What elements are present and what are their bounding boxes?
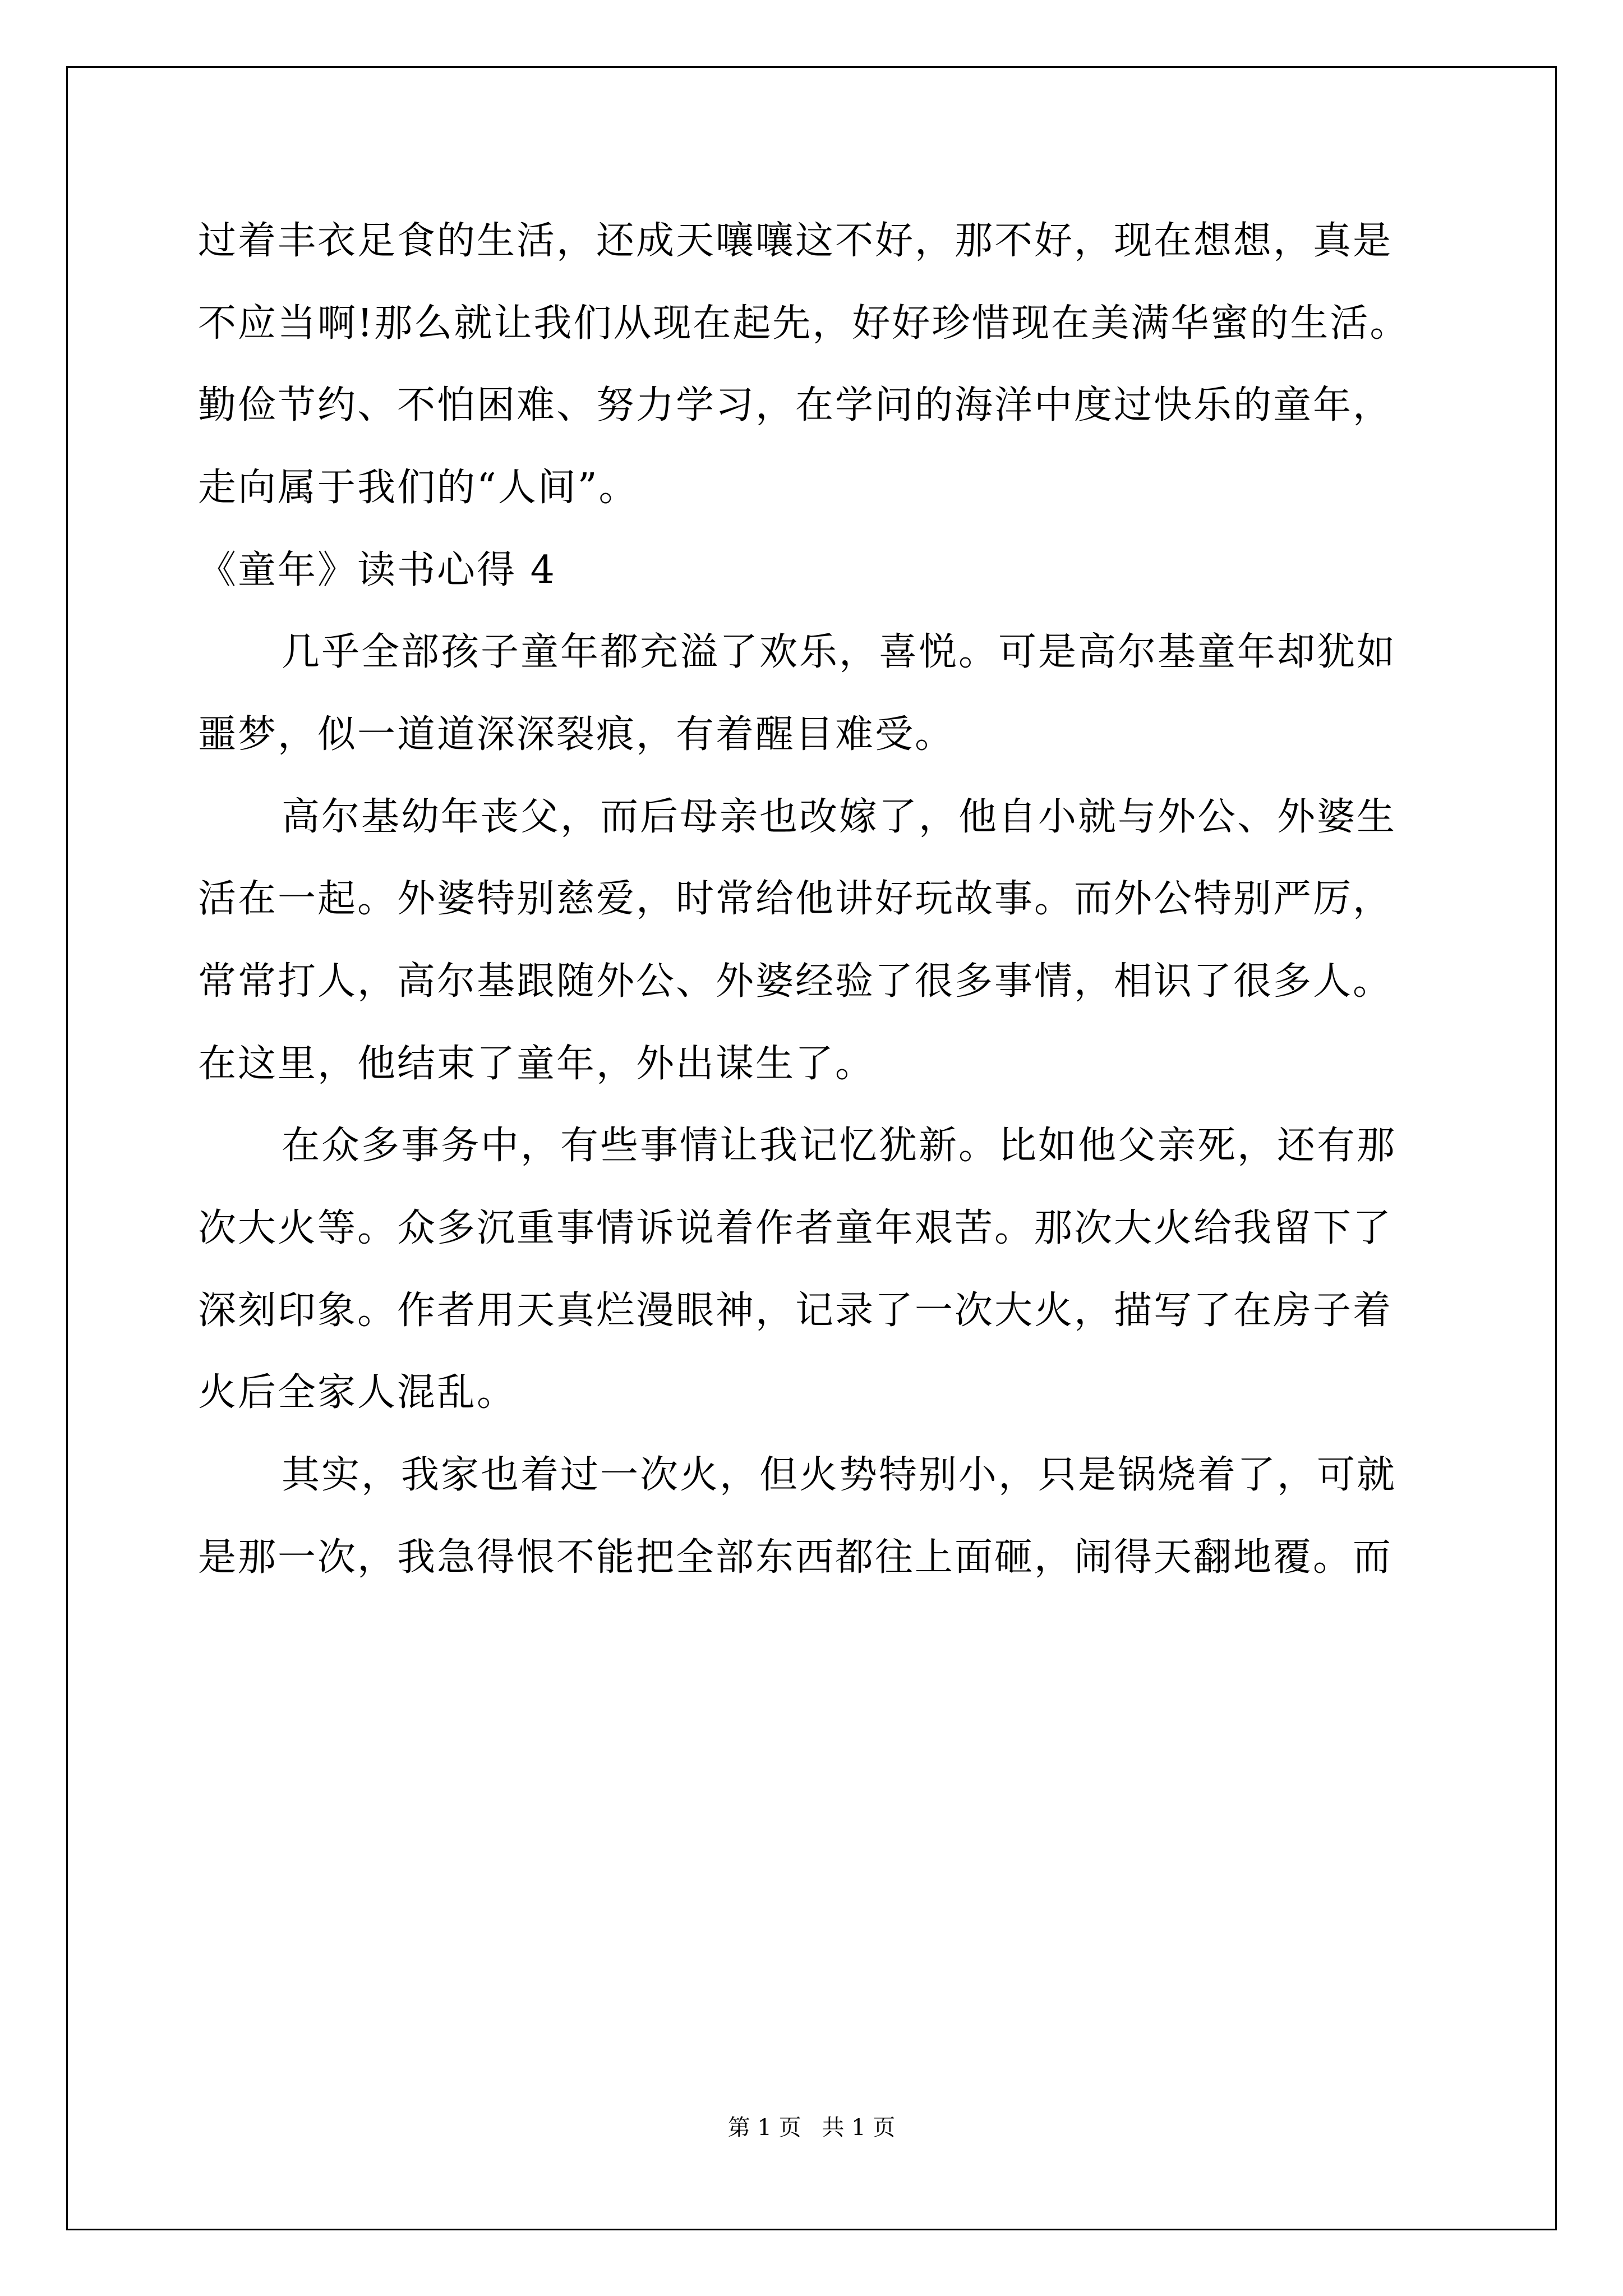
text-line: 勤俭节约、不怕困难、努力学习，在学问的海洋中度过快乐的童年，	[198, 383, 1393, 427]
text-line: 几乎全部孩子童年都充溢了欢乐，喜悦。可是高尔基童年却犹如	[282, 630, 1397, 674]
page-total: 共 1 页	[822, 2115, 896, 2141]
text-line: 其实，我家也着过一次火，但火势特别小，只是锅烧着了，可就	[282, 1453, 1397, 1497]
text-line: 常常打人，高尔基跟随外公、外婆经验了很多事情，相识了很多人。	[198, 959, 1393, 1004]
text-line: 高尔基幼年丧父，而后母亲也改嫁了，他自小就与外公、外婆生	[282, 795, 1397, 839]
text-line: 走向属于我们的“人间”。	[198, 466, 639, 510]
text-line: 在众多事务中，有些事情让我记忆犹新。比如他父亲死，还有那	[282, 1124, 1397, 1168]
text-line: 深刻印象。作者用天真烂漫眼神，记录了一次大火，描写了在房子着	[198, 1289, 1393, 1333]
text-line: 在这里，他结束了童年，外出谋生了。	[198, 1042, 875, 1086]
text-line: 不应当啊!那么就让我们从现在起先，好好珍惜现在美满华蜜的生活。	[198, 301, 1410, 346]
text-line: 噩梦，似一道道深深裂痕，有着醒目难受。	[198, 712, 955, 757]
page-footer	[0, 2111, 1623, 2145]
text-line: 是那一次，我急得恨不能把全部东西都往上面砸，闹得天翻地覆。而	[198, 1535, 1393, 1580]
text-line: 过着丰衣足食的生活，还成天嚷嚷这不好，那不好，现在想想，真是	[198, 219, 1393, 263]
text-line: 火后全家人混乱。	[198, 1370, 517, 1415]
text-line: 活在一起。外婆特别慈爱，时常给他讲好玩故事。而外公特别严厉，	[198, 877, 1393, 921]
page-number: 第 1 页	[727, 2115, 801, 2141]
text-line: 次大火等。众多沉重事情诉说着作者童年艰苦。那次大火给我留下了	[198, 1206, 1393, 1250]
section-heading: 《童年》读书心得 4	[198, 548, 556, 592]
